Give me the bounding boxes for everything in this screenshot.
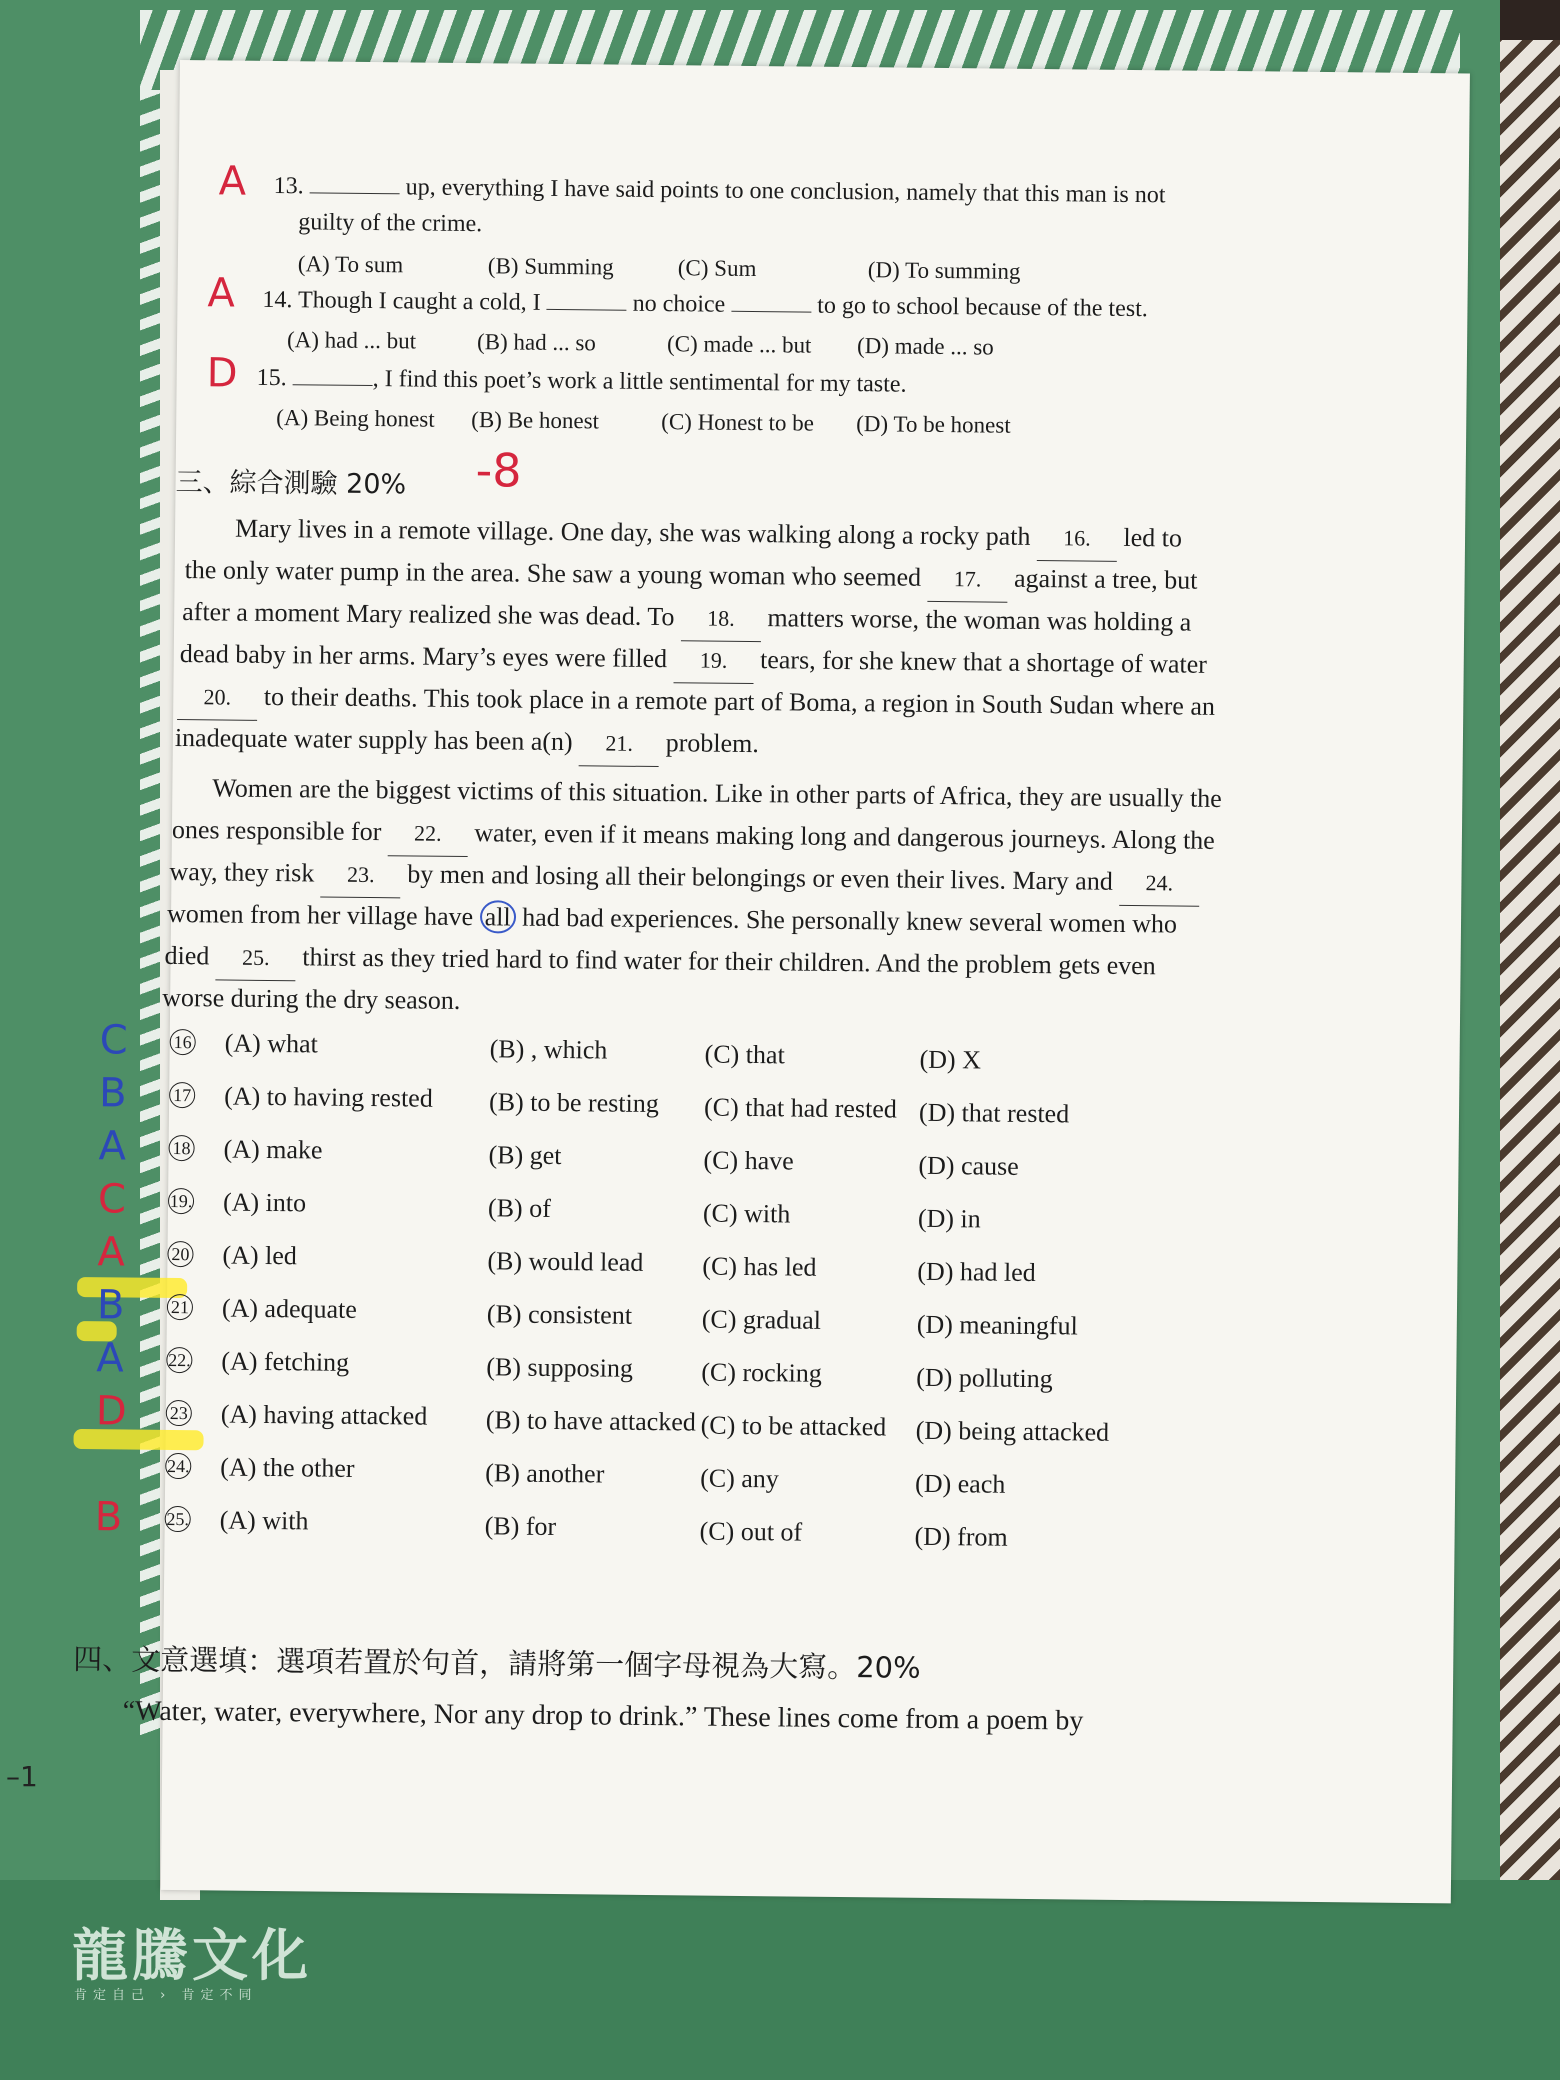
passage-line: women from her village have all had bad experiences. She personally knew several women who	[166, 898, 1178, 939]
passage-line: the only water pump in the area. She saw a young woman who seemed 17. against a tree, but	[184, 548, 1197, 605]
handwritten-answer-cloze: A	[96, 1335, 125, 1382]
cloze-question-number: 25.	[165, 1505, 191, 1532]
score-mark: -8	[475, 443, 522, 498]
cloze-option: (A) to having rested	[224, 1081, 433, 1113]
handwritten-answer-14: A	[207, 270, 236, 317]
cloze-option: (C) rocking	[701, 1357, 823, 1388]
cloze-option: (B) , which	[489, 1034, 608, 1065]
handwritten-answer-cloze: D	[95, 1388, 127, 1435]
exam-sheet	[73, 60, 1470, 1903]
cloze-question-number: 22.	[166, 1346, 192, 1373]
cloze-option: (B) to be resting	[488, 1087, 659, 1119]
cloze-option: (C) to be attacked	[700, 1410, 887, 1442]
cloze-option: (A) having attacked	[220, 1399, 428, 1431]
brand-tagline: 肯定自己 › 肯定不同	[74, 1988, 258, 2003]
cloze-option: (D) that rested	[918, 1097, 1070, 1129]
handwritten-answer-cloze: A	[97, 1229, 126, 1276]
cloze-option: (D) had led	[917, 1256, 1036, 1288]
cloze-option: (C) that	[704, 1039, 785, 1070]
passage-line: 20. to their deaths. This took place in a remote part of Boma, a region in South Sudan where an	[177, 674, 1215, 731]
cloze-option: (C) that had rested	[703, 1092, 897, 1124]
question-13: 13. up, everything I have said points to one conclusion, namely that this man is not	[273, 172, 1166, 209]
cloze-question-number: 20	[167, 1240, 193, 1267]
cloze-option: (A) fetching	[221, 1346, 350, 1377]
handwritten-answer-13: A	[218, 158, 247, 205]
cloze-option: (B) another	[485, 1458, 605, 1489]
question-13-line2: guilty of the crime.	[298, 209, 483, 238]
handwritten-answer-cloze: C	[99, 1017, 128, 1064]
cloze-option: (A) into	[222, 1187, 307, 1218]
cloze-question-number: 23	[166, 1399, 192, 1426]
cloze-question-number: 21	[167, 1293, 193, 1320]
cloze-option: (D) in	[917, 1203, 981, 1234]
option-15d: (D) To be honest	[856, 411, 1011, 438]
cloze-option: (D) cause	[918, 1150, 1019, 1181]
section-heading-4: 四、文意選填：選項若置於句首，請將第一個字母視為大寫。20%	[73, 1641, 921, 1685]
cloze-option: (A) make	[223, 1134, 323, 1165]
cloze-question-number: 19.	[168, 1187, 194, 1214]
option-14a: (A) had ... but	[286, 327, 417, 354]
section-heading-3: 三、綜合測驗 20%	[175, 466, 407, 501]
option-13c: (C) Sum	[677, 255, 757, 282]
option-15b: (B) Be honest	[471, 407, 600, 434]
handwritten-answer-15: D	[206, 350, 238, 397]
cloze-option: (D) from	[914, 1521, 1008, 1552]
cloze-question-number: 24.	[165, 1452, 191, 1479]
cloze-option: (A) adequate	[221, 1293, 358, 1324]
option-13b: (B) Summing	[487, 253, 614, 280]
handwritten-answer-cloze: C	[97, 1176, 127, 1223]
cloze-option: (B) to have attacked	[485, 1405, 696, 1437]
option-15a: (A) Being honest	[276, 405, 435, 432]
cloze-option: (B) consistent	[486, 1299, 633, 1330]
cloze-option: (B) get	[488, 1140, 562, 1171]
cloze-question-number: 17	[169, 1081, 195, 1108]
cloze-option: (B) for	[484, 1511, 557, 1542]
cloze-option: (D) X	[919, 1044, 982, 1075]
cloze-option: (A) what	[224, 1028, 318, 1059]
section-4-first-line: “Water, water, everywhere, Nor any drop to drink.” These lines come from a poem by	[122, 1695, 1084, 1737]
cloze-option: (C) have	[703, 1145, 794, 1176]
question-14: 14. Though I caught a cold, I no choice to go to school because of the test.	[262, 286, 1148, 323]
cloze-option: (A) the other	[220, 1452, 355, 1483]
cloze-option: (B) of	[487, 1193, 551, 1223]
passage-line: inadequate water supply has been a(n) 21. problem.	[175, 716, 759, 768]
passage-line: dead baby in her arms. Mary’s eyes were filled 19. tears, for she knew that a shortage of water	[180, 632, 1208, 689]
cloze-question-number: 16	[170, 1028, 196, 1055]
cloze-option: (A) led	[222, 1240, 297, 1271]
cloze-option: (D) polluting	[916, 1362, 1053, 1394]
page-number: –1	[6, 1760, 38, 1793]
cloze-option: (C) gradual	[701, 1304, 822, 1335]
passage-line: died 25. thirst as they tried hard to find water for their children. And the problem gets even	[164, 934, 1156, 990]
question-15: 15. , I find this poet’s work a little sentimental for my taste.	[256, 364, 907, 398]
cloze-option: (C) out of	[699, 1516, 803, 1547]
option-13d: (D) To summing	[867, 257, 1021, 284]
cloze-option: (D) meaningful	[916, 1309, 1078, 1341]
brand-logo: 龍騰文化	[72, 1924, 312, 1989]
handwritten-answer-cloze: B	[96, 1282, 125, 1329]
cloze-option: (C) any	[700, 1463, 780, 1494]
passage-line: worse during the dry season.	[162, 982, 461, 1015]
handwritten-answer-cloze: B	[94, 1494, 123, 1541]
cloze-option: (B) would lead	[487, 1246, 644, 1277]
passage-line: ones responsible for 22. water, even if it means making long and dangerous journeys. Along the	[172, 808, 1215, 865]
cloze-option: (D) each	[914, 1468, 1006, 1499]
cloze-option: (D) being attacked	[915, 1415, 1110, 1447]
cloze-option: (A) with	[219, 1505, 309, 1536]
option-14c: (C) made ... but	[666, 331, 812, 358]
option-14d: (D) made ... so	[856, 333, 994, 360]
option-13a: (A) To sum	[297, 251, 404, 278]
passage-line: Mary lives in a remote village. One day, she was walking along a rocky path 16. led to	[235, 507, 1182, 563]
option-14b: (B) had ... so	[476, 329, 597, 356]
cloze-option: (C) has led	[702, 1251, 817, 1282]
passage-line: after a moment Mary realized she was dead. To 18. matters worse, the woman was holding a	[182, 590, 1192, 647]
cloze-option: (B) supposing	[486, 1352, 634, 1383]
passage-line: way, they risk 23. by men and losing all their belongings or even their lives. Mary and 24.	[169, 850, 1199, 907]
cloze-option: (C) with	[702, 1198, 791, 1229]
handwritten-answer-cloze: B	[98, 1070, 127, 1117]
option-15c: (C) Honest to be	[661, 409, 815, 436]
cloze-question-number: 18	[168, 1134, 194, 1161]
passage-line: Women are the biggest victims of this situation. Like in other parts of Africa, they are usually the	[212, 773, 1222, 813]
highlight-mark	[73, 1429, 203, 1450]
handwritten-answer-cloze: A	[98, 1123, 127, 1170]
